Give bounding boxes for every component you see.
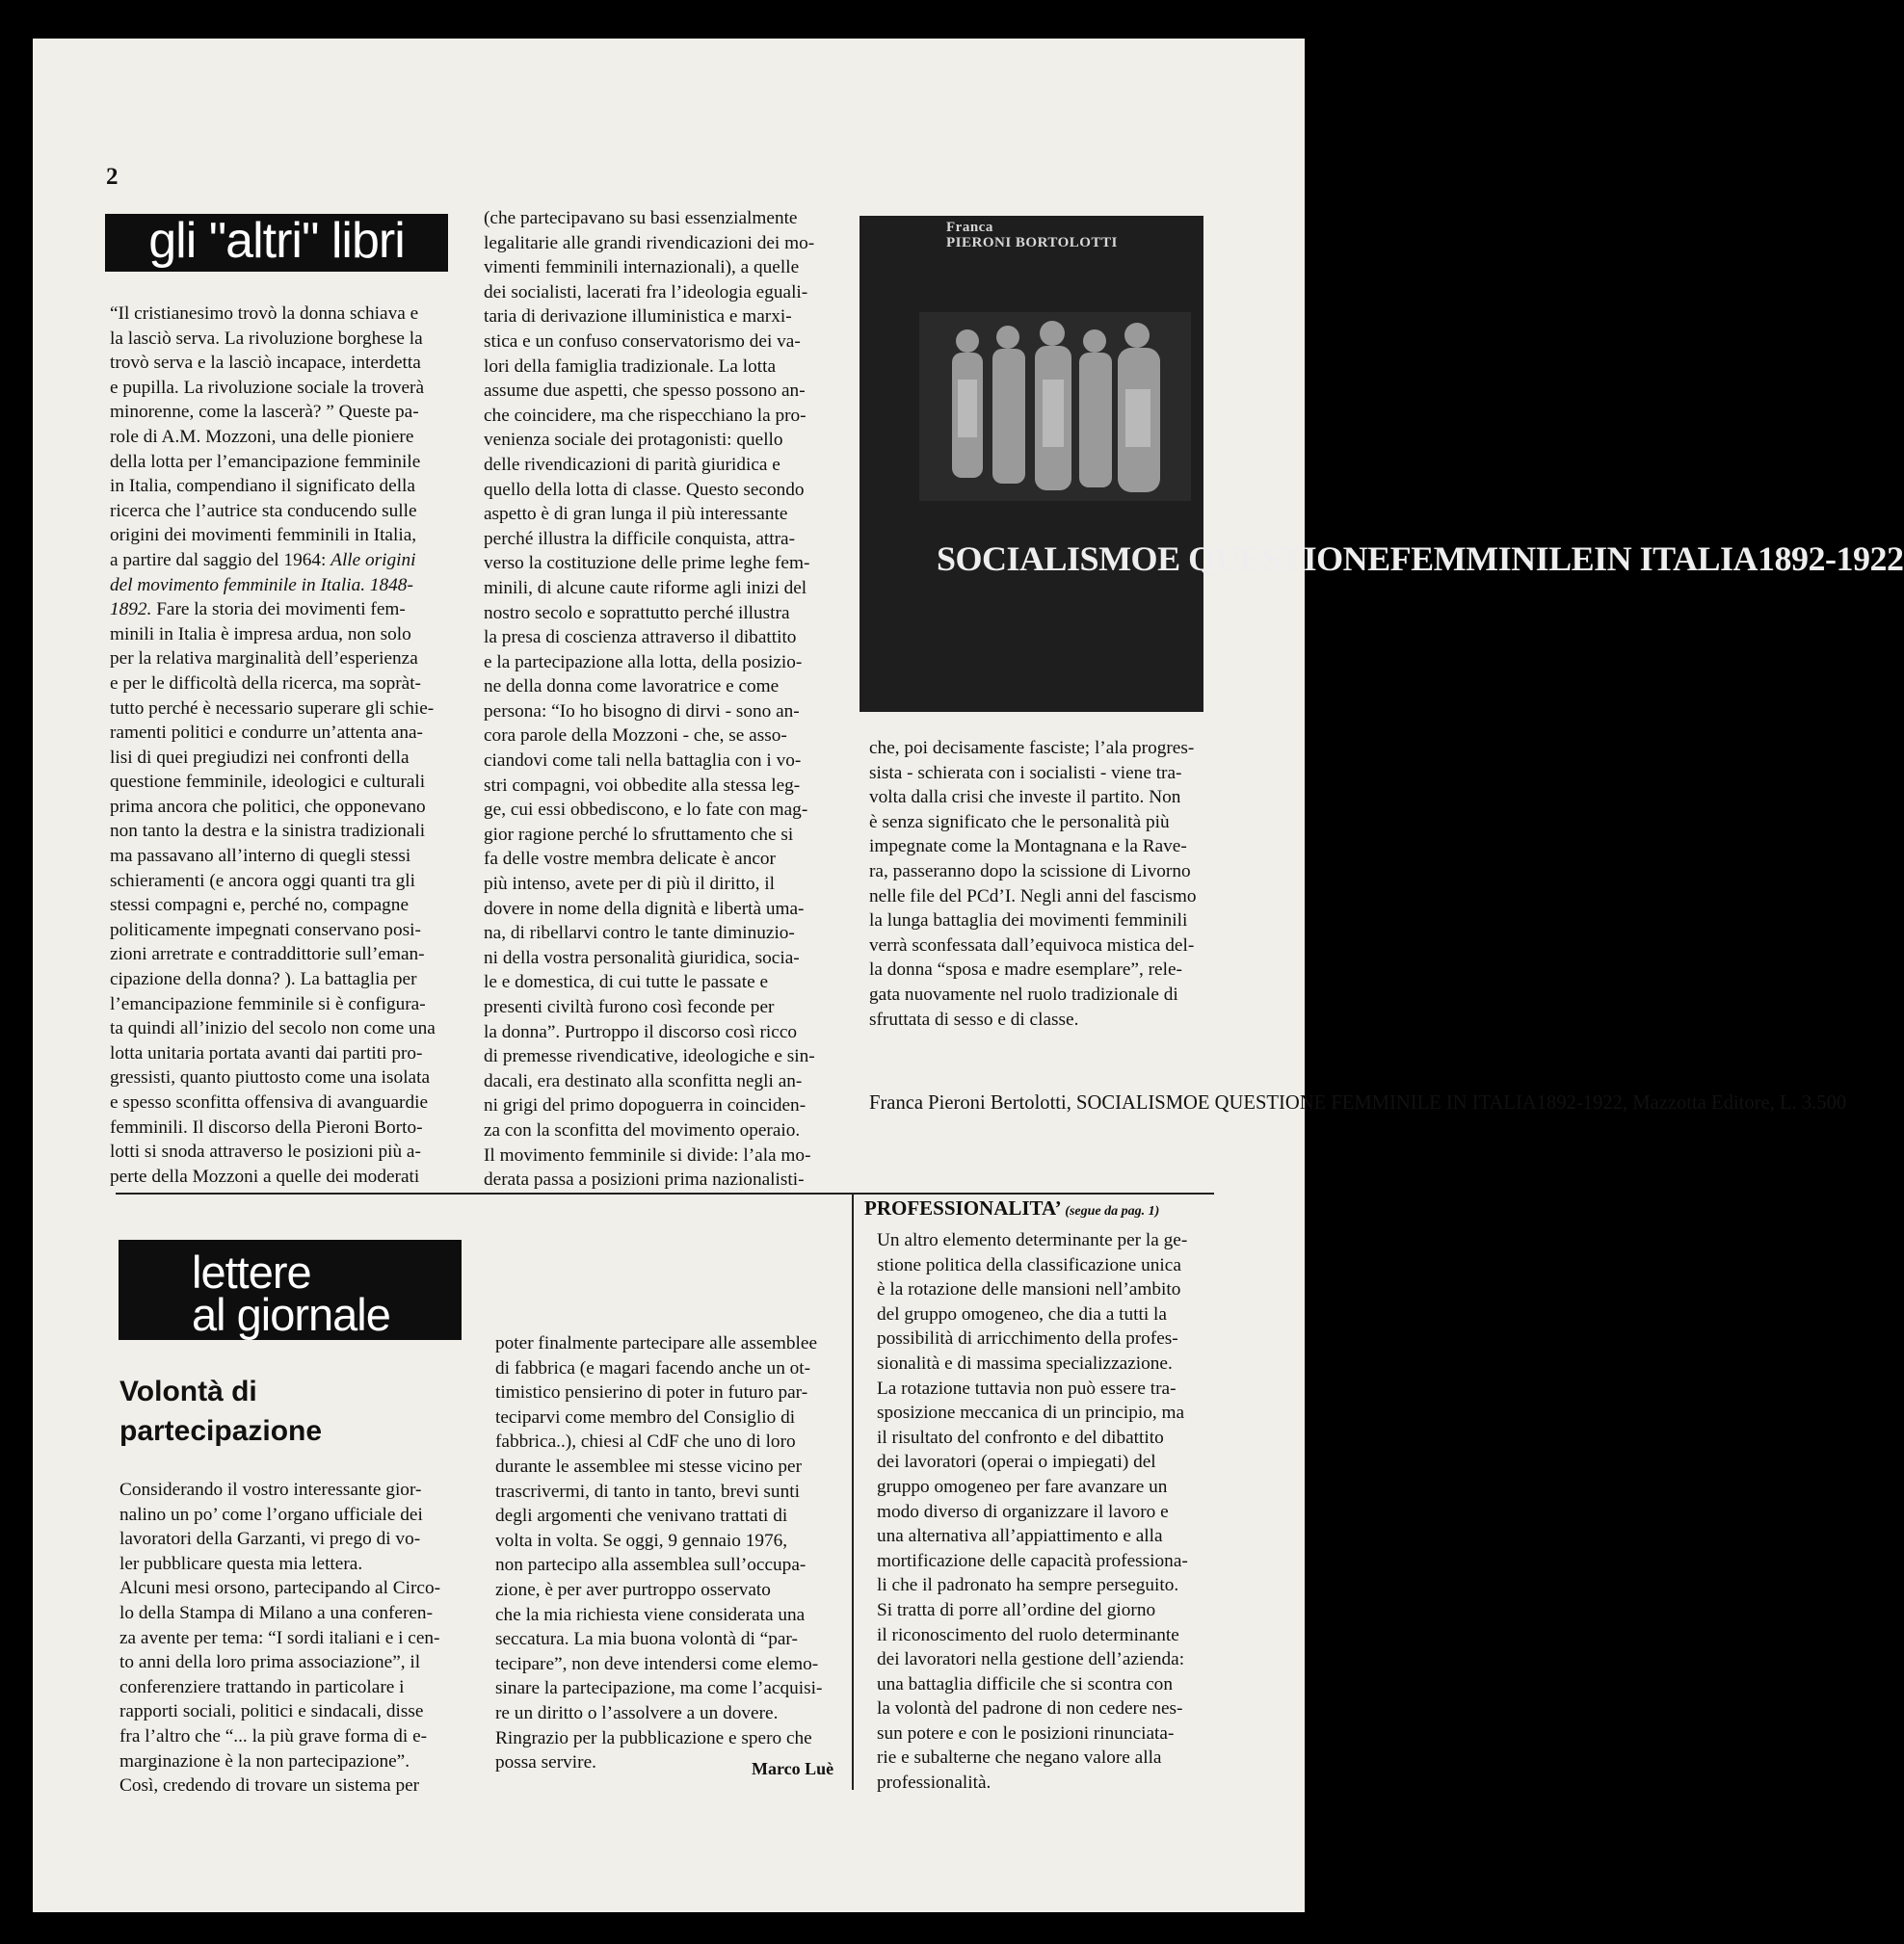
- letter-col2-line: fabbrica..), chiesi al CdF che uno di loro: [495, 1432, 796, 1453]
- altri-libri-col2-line: la presa di coscienza attraverso il dibattito: [484, 627, 797, 648]
- altri-libri-col2-line: ciandovi come tali nella battaglia con i vo-: [484, 750, 802, 772]
- letter-headline: [119, 1372, 322, 1451]
- book-cover-image: [859, 216, 1904, 712]
- letter-col1-line: rapporti sociali, politici e sindacali, disse: [119, 1701, 424, 1722]
- book-title-italic: 1892.: [110, 599, 152, 620]
- altri-libri-col3-line: nelle file del PCd’I. Negli anni del fascismo: [869, 885, 1197, 906]
- altri-libri-col3-line: la lunga battaglia dei movimenti femminili: [869, 910, 1188, 932]
- altri-libri-col3-line: impegnate come la Montagnana e la Rave-: [869, 836, 1187, 857]
- altri-libri-col2-line: minili, di alcune caute riforme agli inizi del: [484, 577, 807, 598]
- book-title-italic: Alle origini: [331, 549, 416, 570]
- professionalita-line: la volontà del padrone di non cedere nes-: [877, 1698, 1183, 1720]
- section-banner-lettere: [119, 1240, 462, 1340]
- altri-libri-col2-line: za con la sconfitta del movimento operaio.: [484, 1119, 801, 1141]
- letter-col2-line: seccatura. La mia buona volontà di “par-: [495, 1629, 798, 1650]
- letter-col1-line: to anni della loro prima associazione”, il: [119, 1652, 421, 1673]
- altri-libri-col2-line: di premesse rivendicative, ideologiche e sin-: [484, 1046, 815, 1067]
- professionalita-line: li che il padronato ha sempre perseguito.: [877, 1575, 1179, 1596]
- professionalita-line: La rotazione tuttavia non può essere tra-: [877, 1378, 1177, 1399]
- altri-libri-col1-line: a partire dal saggio del 1964: Alle origini: [110, 549, 416, 570]
- professionalita-line: dei lavoratori (operai o impiegati) del: [877, 1452, 1156, 1473]
- section-banner-altri-libri: gli "altri" libri: [105, 214, 448, 272]
- book-cover-title-line: IN ITALIA: [1594, 539, 1759, 578]
- altri-libri-col2-line: e la partecipazione alla lotta, della posizio-: [484, 651, 803, 672]
- letter-col2-line: non partecipo alla assemblea sull’occupa-: [495, 1555, 807, 1576]
- altri-libri-col1-line: ramenti politici e condurre un’attenta ana-: [110, 722, 423, 744]
- altri-libri-col2-line: delle rivendicazioni di parità giuridica e: [484, 454, 780, 475]
- article-column-3: [869, 736, 1216, 1032]
- altri-libri-col2-line: fa delle vostre membra delicate è ancor: [484, 849, 776, 870]
- altri-libri-col3-line: è senza significato che le personalità più: [869, 811, 1170, 832]
- letter-col1-line: ler pubblicare questa mia lettera.: [119, 1553, 363, 1574]
- letter-col2-line: volta in volta. Se oggi, 9 gennaio 1976,: [495, 1530, 788, 1551]
- altri-libri-col2-line: ni della vostra personalità giuridica, socia-: [484, 947, 800, 968]
- altri-libri-col1-line: gressisti, quanto piuttosto come una isolata: [110, 1067, 431, 1089]
- book-cover-title-line: 1892-1922: [1758, 539, 1904, 578]
- bibliography-line: Franca Pieroni Bertolotti, SOCIALISMO: [869, 1092, 1198, 1114]
- professionalita-column: [877, 1228, 1204, 1796]
- professionalita-line: Un altro elemento determinante per la ge-: [877, 1230, 1188, 1250]
- altri-libri-col1-line: questione femminile, ideologici e culturali: [110, 772, 426, 793]
- letter-signature: Marco Luè: [752, 1759, 834, 1778]
- altri-libri-col2-line: ne della donna come lavoratrice e come: [484, 676, 780, 697]
- letter-col1-line: conferenziere trattando in particolare i: [119, 1676, 405, 1697]
- letter-col2-line: re un diritto o l’assolvere a un dovere.: [495, 1702, 779, 1723]
- altri-libri-col1-line: e pupilla. La rivoluzione sociale la troverà: [110, 377, 425, 398]
- letter-col1-line: lavoratori della Garzanti, vi prego di vo-: [119, 1529, 421, 1550]
- altri-libri-col2-line: stica e un confuso conservatorismo dei va-: [484, 330, 801, 352]
- letter-col2-line: di fabbrica (e magari facendo anche un ot-: [495, 1357, 811, 1379]
- altri-libri-col2-line: dacali, era destinato alla sconfitta negli an-: [484, 1070, 803, 1091]
- letter-col1-line: nalino un po’ come l’organo ufficiale dei: [119, 1504, 423, 1525]
- altri-libri-col2-line: lori della famiglia tradizionale. La lotta: [484, 355, 777, 377]
- altri-libri-col2-line: aspetto è di gran lunga il più interessante: [484, 504, 788, 525]
- altri-libri-col1-line: zioni arretrate e contraddittorie sull’eman-: [110, 944, 425, 965]
- book-cover-title-line: SOCIALISMO: [937, 539, 1158, 578]
- book-cover-photo: [919, 312, 1191, 501]
- professionalita-line: rie e subalterne che negano valore alla: [877, 1747, 1162, 1769]
- letter-col2-line: Ringrazio per la pubblicazione e spero che: [495, 1727, 812, 1748]
- letter-col2-line: timistico pensierino di poter in futuro par-: [495, 1382, 808, 1404]
- letter-col1-line: za avente per tema: “I sordi italiani e i cen-: [119, 1627, 440, 1648]
- letter-col1-line: marginazione è la non partecipazione”.: [119, 1750, 410, 1772]
- headline-line-1: Volontà di: [119, 1376, 257, 1407]
- letter-col2-line: teciparvi come membro del Consiglio di: [495, 1406, 796, 1428]
- altri-libri-col2-line: (che partecipavano su basi essenzialmente: [484, 208, 798, 228]
- altri-libri-col1-line: trovò serva e la lasciò incapace, interdetta: [110, 353, 421, 374]
- altri-libri-col1-line: la lasciò serva. La rivoluzione borghese la: [110, 328, 423, 349]
- letter-col2-line: tecipare”, non deve intendersi come elemo-: [495, 1653, 819, 1674]
- altri-libri-col2-line: dovere in nome della dignità e libertà uma-: [484, 898, 805, 919]
- altri-libri-col1-line: e spesso sconfitta offensiva di avanguardie: [110, 1092, 429, 1113]
- altri-libri-col1-line: l’emancipazione femminile si è configura-: [110, 993, 426, 1014]
- altri-libri-col2-line: che coincidere, ma che rispecchiano la pro-: [484, 405, 807, 426]
- letter-col2-line: possa servire.: [495, 1752, 596, 1773]
- altri-libri-col1-line: lotti si snoda attraverso le posizioni più a-: [110, 1142, 421, 1163]
- altri-libri-col1-line: della lotta per l’emancipazione femminile: [110, 451, 421, 472]
- altri-libri-col2-line: legalitarie alle grandi rivendicazioni dei mo-: [484, 232, 815, 253]
- altri-libri-col3-line: sista - schierata con i socialisti - viene tra-: [869, 762, 1182, 783]
- altri-libri-col2-line: verso la costituzione delle prime leghe fem-: [484, 553, 810, 574]
- book-cover-title-line: E QUESTIONE: [1157, 539, 1390, 578]
- altri-libri-col2-line: presenti civiltà furono così feconde per: [484, 997, 775, 1017]
- altri-libri-col3-line: verrà sconfessata dall’equivoca mistica del-: [869, 934, 1195, 956]
- altri-libri-col1-line: prima ancora che politici, che opponevano: [110, 796, 426, 817]
- altri-libri-col1-line: stessi compagni e, perché no, compagne: [110, 895, 410, 916]
- letter-col2-line: durante le assemblee mi stesse vicino per: [495, 1456, 803, 1477]
- book-bibliography: [869, 1091, 1846, 1116]
- altri-libri-col2-line: persona: “Io ho bisogno di dirvi - sono an-: [484, 700, 800, 722]
- altri-libri-col2-line: taria di derivazione illuministica e marxi-: [484, 306, 792, 328]
- altri-libri-col2-line: Il movimento femminile si divide: l’ala mo-: [484, 1144, 811, 1166]
- altri-libri-col1-line: perte della Mozzoni a quelle dei moderati: [110, 1166, 420, 1187]
- letter-col2-line: degli argomenti che venivano trattati di: [495, 1506, 788, 1527]
- professionalita-line: il riconoscimento del ruolo determinante: [877, 1624, 1179, 1645]
- altri-libri-col1-line: per la relativa marginalità dell’esperienza: [110, 648, 418, 670]
- book-title-italic: del movimento femminile in Italia. 1848-: [110, 574, 413, 595]
- professionalita-line: una battaglia difficile che si scontra con: [877, 1673, 1173, 1694]
- letter-column-1: [119, 1478, 476, 1799]
- altri-libri-col2-line: cora parole della Mozzoni - che, se asso-: [484, 725, 787, 747]
- letter-col2-line: zione, è per aver purtroppo osservato: [495, 1579, 771, 1600]
- altri-libri-col2-line: quello della lotta di classe. Questo secondo: [484, 479, 805, 500]
- article-column-1: [110, 302, 457, 1189]
- altri-libri-col1-line: femminili. Il discorso della Pieroni Borto-: [110, 1116, 423, 1138]
- professionalita-heading: [864, 1195, 1159, 1224]
- professionalita-line: gruppo omogeneo per fare avanzare un: [877, 1476, 1168, 1497]
- letter-col2-line: che la mia richiesta viene considerata una: [495, 1604, 806, 1625]
- page-number: 2: [106, 164, 119, 190]
- book-cover-author: [946, 220, 1118, 250]
- altri-libri-col3-line: volta dalla crisi che investe il partito. Non: [869, 787, 1181, 808]
- altri-libri-col1-line: non tanto la destra e la sinistra tradizionali: [110, 821, 426, 842]
- altri-libri-col2-line: vimenti femminili internazionali), a quelle: [484, 257, 800, 278]
- altri-libri-col3-line: ra, passeranno dopo la scissione di Livorno: [869, 860, 1191, 881]
- professionalita-line: una alternativa all’appiattimento e alla: [877, 1526, 1163, 1547]
- altri-libri-col3-line: sfruttata di sesso e di classe.: [869, 1009, 1079, 1030]
- altri-libri-col1-line: ma passavano all’interno di quegli stessi: [110, 846, 411, 867]
- altri-libri-col1-line: minili in Italia è impresa ardua, non solo: [110, 623, 411, 644]
- book-cover-author-last: PIERONI BORTOLOTTI: [946, 235, 1118, 250]
- professionalita-line: Si tratta di porre all’ordine del giorno: [877, 1599, 1156, 1620]
- vertical-divider: [852, 1193, 854, 1790]
- professionalita-line: possibilità di arricchimento della profes-: [877, 1328, 1178, 1350]
- altri-libri-col1-line: origini dei movimenti femminili in Italia,: [110, 525, 417, 546]
- letter-col2-line: poter finalmente partecipare alle assemblee: [495, 1333, 818, 1353]
- professionalita-line: stione politica della classificazione unica: [877, 1254, 1181, 1275]
- altri-libri-col2-line: ge, cui essi obbediscono, e lo fate con mag-: [484, 800, 808, 821]
- book-cover-author-first: Franca: [946, 220, 993, 235]
- altri-libri-col3-line: la donna “sposa e madre esemplare”, rele-: [869, 959, 1182, 981]
- headline-line-2: partecipazione: [119, 1415, 323, 1447]
- professionalita-line: è la rotazione delle mansioni nell’ambito: [877, 1279, 1181, 1300]
- bibliography-line: E QUESTIONE FEMMINILE IN ITALIA: [1197, 1092, 1537, 1114]
- altri-libri-col3-line: che, poi decisamente fasciste; l’ala progres-: [869, 738, 1195, 758]
- letter-col1-line: fra l’altro che “... la più grave forma di e-: [119, 1725, 428, 1747]
- professionalita-line: sionalità e di massima specializzazione.: [877, 1353, 1173, 1374]
- altri-libri-col1-line: lotta unitaria portata avanti dai partiti pro-: [110, 1042, 423, 1064]
- professionalita-line: il risultato del confronto e del dibattito: [877, 1427, 1164, 1448]
- altri-libri-col1-line: cipazione della donna? ). La battaglia per: [110, 969, 417, 990]
- article-column-2: [484, 206, 840, 1193]
- altri-libri-col1-line: [110, 573, 457, 598]
- altri-libri-col2-line: perché illustra la difficile conquista, attra-: [484, 528, 796, 549]
- letter-col1-line: Alcuni mesi orsono, partecipando al Circo-: [119, 1578, 441, 1599]
- professionalita-line: modo diverso di organizzare il lavoro e: [877, 1501, 1169, 1522]
- altri-libri-col2-line: ni grigi del primo dopoguerra in coinciden-: [484, 1095, 807, 1116]
- letter-col1-line: Così, credendo di trovare un sistema per: [119, 1775, 420, 1797]
- altri-libri-col1-line: role di A.M. Mozzoni, una delle pioniere: [110, 426, 414, 447]
- altri-libri-col1-line: minorenne, come la lascerà? ” Queste pa-: [110, 402, 419, 423]
- book-cover-title-line: FEMMINILE: [1389, 539, 1595, 578]
- altri-libri-col2-line: più intenso, avete per di più il diritto, il: [484, 874, 776, 895]
- altri-libri-col3-line: gata nuovamente nel ruolo tradizionale di: [869, 984, 1178, 1005]
- horizontal-divider: [116, 1193, 1214, 1195]
- banner-line-2: al giornale: [192, 1289, 390, 1340]
- altri-libri-col2-line: na, di ribellarvi contro le tante diminuzio-: [484, 923, 795, 944]
- altri-libri-col2-line: derata passa a posizioni prima nazionalisti-: [484, 1169, 805, 1191]
- banner-line-1: lettere: [192, 1247, 311, 1298]
- altri-libri-col2-line: le e domestica, di cui tutte le passate e: [484, 972, 768, 993]
- altri-libri-col2-line: dei socialisti, lacerati fra l’ideologia eguali-: [484, 281, 808, 302]
- altri-libri-col1-line: tutto perché è necessario superare gli schie-: [110, 697, 435, 719]
- professionalita-line: dei lavoratori nella gestione dell’azienda:: [877, 1649, 1185, 1670]
- professionalita-line: sposizione meccanica di un principio, ma: [877, 1403, 1185, 1424]
- professionalita-line: mortificazione delle capacità professiona-: [877, 1550, 1188, 1571]
- professionalita-continued-note: (segue da pag. 1): [1065, 1204, 1160, 1219]
- altri-libri-col1-line: ta quindi all’inizio del secolo non come una: [110, 1018, 436, 1039]
- bibliography-line: 1892-1922, Mazzotta Editore, L. 3.500: [1536, 1092, 1847, 1114]
- altri-libri-col1-line: ricerca che l’autrice sta conducendo sulle: [110, 500, 417, 521]
- professionalita-line: sun potere e con le posizioni rinunciata-: [877, 1722, 1175, 1744]
- altri-libri-col1-line: schieramenti (e ancora oggi quanti tra gli: [110, 870, 415, 891]
- letter-col1-line: Considerando il vostro interessante gior-: [119, 1480, 422, 1500]
- professionalita-title: PROFESSIONALITA’: [864, 1196, 1061, 1220]
- altri-libri-col2-line: assume due aspetti, che spesso possono an-: [484, 381, 806, 402]
- altri-libri-col1-line: lisi di quei pregiudizi nei confronti della: [110, 747, 410, 768]
- professionalita-line: professionalità.: [877, 1773, 992, 1794]
- altri-libri-col2-line: gior ragione perché lo sfruttamento che si: [484, 824, 794, 845]
- letter-column-2: [495, 1331, 852, 1775]
- altri-libri-col1-line: 1892. Fare la storia dei movimenti fem-: [110, 599, 406, 620]
- altri-libri-col2-line: nostro secolo e soprattutto perché illustra: [484, 602, 790, 623]
- altri-libri-col2-line: la donna”. Purtroppo il discorso così ricco: [484, 1021, 798, 1042]
- altri-libri-col1-line: “Il cristianesimo trovò la donna schiava e: [110, 303, 419, 324]
- letter-col2-line: trascrivermi, di tanto in tanto, brevi sunti: [495, 1481, 800, 1502]
- letter-col1-line: lo della Stampa di Milano a una conferen-: [119, 1602, 433, 1623]
- letter-col2-line: sinare la partecipazione, ma come l’acquisi-: [495, 1678, 823, 1699]
- book-cover-title: [937, 541, 1904, 576]
- professionalita-line: del gruppo omogeneo, che dia a tutti la: [877, 1303, 1167, 1325]
- altri-libri-col2-line: stri compagni, voi obbedite alla stessa leg-: [484, 775, 801, 796]
- altri-libri-col2-line: venienza sociale dei protagonisti: quello: [484, 430, 783, 451]
- altri-libri-col1-line: in Italia, compendiano il significato della: [110, 476, 415, 497]
- altri-libri-col1-line: politicamente impegnati conservano posi-: [110, 919, 421, 940]
- altri-libri-col1-line: e per le difficoltà della ricerca, ma sopràt-: [110, 672, 421, 694]
